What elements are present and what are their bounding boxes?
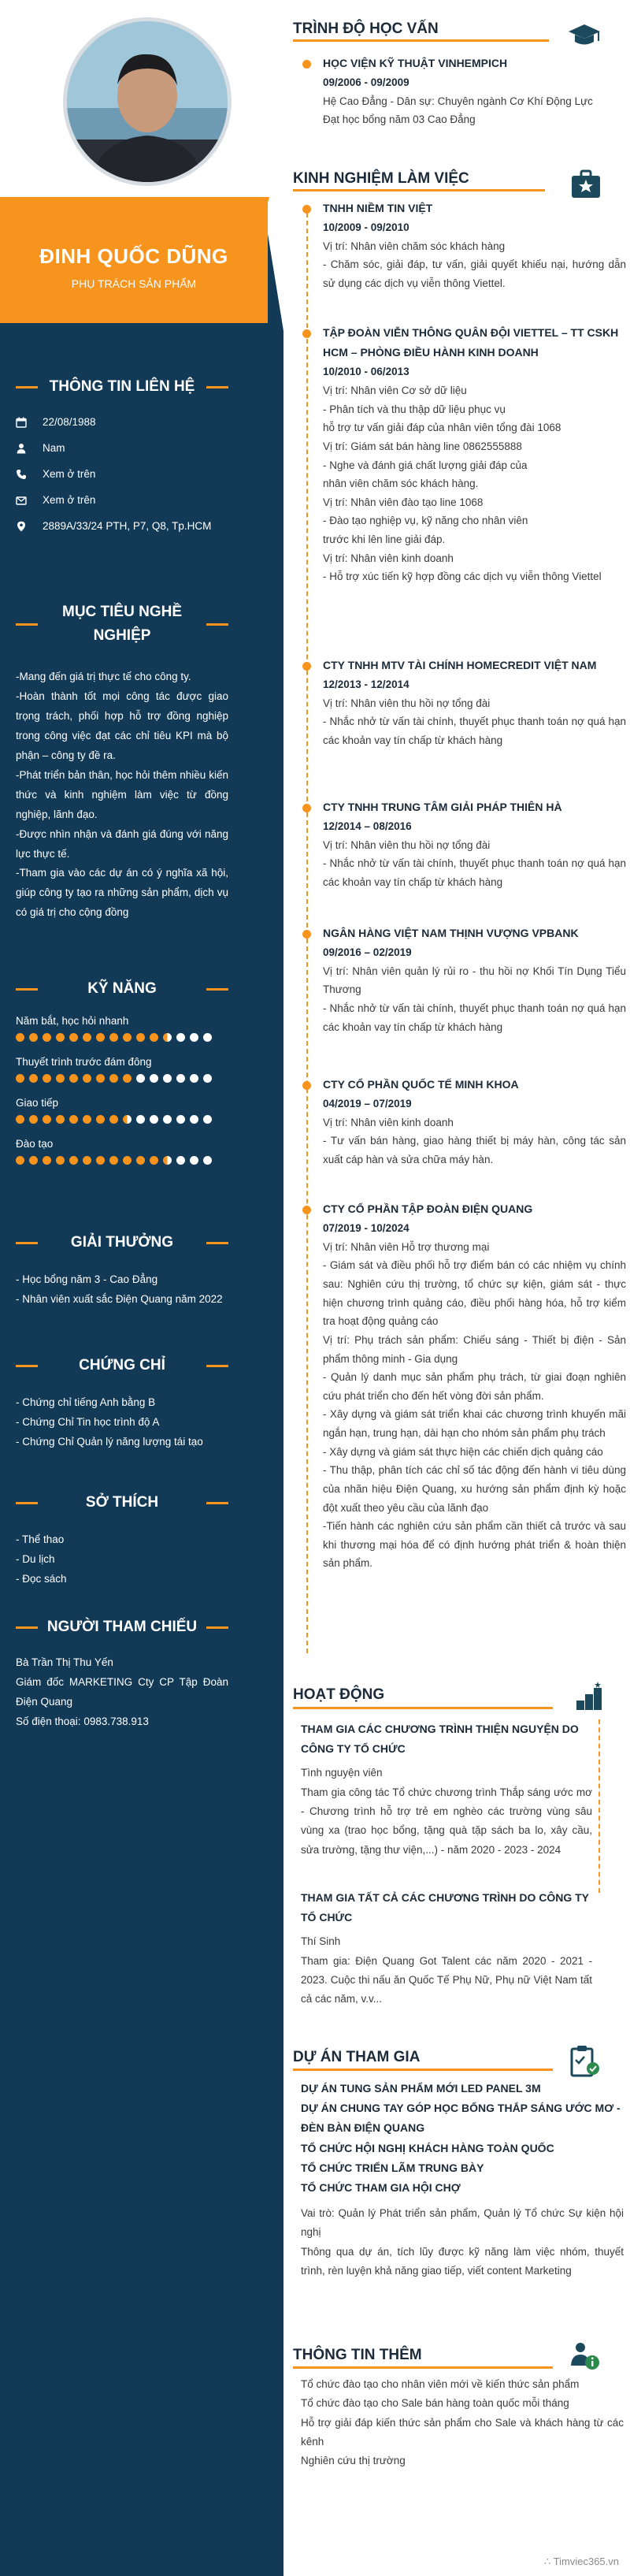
skill-dot (123, 1074, 132, 1083)
skill-dot (69, 1156, 78, 1165)
info-users-icon (569, 2340, 602, 2372)
activities-underline (293, 1707, 553, 1709)
avatar (63, 17, 232, 186)
experience-heading: KINH NGHIỆM LÀM VIỆC (293, 170, 469, 187)
job-desc: Vị trí: Nhân viên Cơ sở dữ liệu - Phân tích và thu thập dữ liệu phục vụ hỗ trợ tư vấn giải đáp của nhân viên tổng đài 1068 Vị trí: Giám sát bán hàng line 0862555888 - Nghe và đánh giá chất lượng giải đáp của nhân viên chăm sóc khách hàng. Vị trí: Nhân viên đào tạo line 1068 - Đào tạo nghiệp vụ, kỹ năng cho nhân viên trước khi lên line giải đáp. Vị trí: Nhân viên kinh doanh - Hỗ trợ xúc tiến kỹ hợp đồng các dịch vụ viễn thông Viettel (323, 385, 602, 583)
skill-dot (123, 1033, 132, 1042)
gender-row (16, 442, 228, 454)
job-company: CTY CỔ PHẦN QUỐC TẾ MINH KHOA (323, 1078, 519, 1091)
birthday-row (16, 416, 228, 428)
activity-entry (301, 1888, 592, 2009)
footer-brand[interactable]: ∴ Timviec365.vn (544, 2556, 619, 2567)
candidate-name: ĐINH QUỐC DŨNG (39, 244, 228, 268)
job-period: 10/2010 - 06/2013 (323, 366, 410, 378)
education-underline (293, 39, 549, 42)
address-value: 2889A/33/24 PTH, P7, Q8, Tp.HCM (43, 520, 212, 533)
skill-dot (16, 1156, 24, 1165)
activities-side-line (598, 1719, 600, 1893)
skill-dot (163, 1115, 172, 1124)
skill-label: Thuyết trình trước đám đông (16, 1056, 152, 1069)
job-bullet (302, 205, 311, 214)
skill-item (16, 1056, 228, 1083)
skill-dot (109, 1115, 118, 1124)
skills-list (16, 1015, 228, 1165)
email-value[interactable]: Xem ở trên (43, 494, 96, 507)
skill-dot (150, 1156, 158, 1165)
education-desc: Hệ Cao Đẳng - Dân sự: Chuyên ngành Cơ Khí Động Lực Đạt học bổng năm 03 Cao Đẳng (323, 95, 593, 126)
email-icon (16, 495, 27, 506)
job-company: TNHH NIỀM TIN VIỆT (323, 202, 433, 214)
candidate-role: PHỤ TRÁCH SẢN PHẨM (71, 277, 197, 290)
school-name: HỌC VIỆN KỸ THUẬT VINHEMPICH (323, 57, 508, 69)
skill-dot (203, 1074, 212, 1083)
reference-text: Bà Trần Thị Thu Yến Giám đốc MARKETING Cty CP Tập Đoàn Điện Quang Số điện thoại: 0983.738.913 (16, 1656, 228, 1728)
job-period: 10/2009 - 09/2010 (323, 221, 410, 234)
skill-dot (190, 1156, 198, 1165)
activity-desc: Thí Sinh Tham gia: Điện Quang Got Talent các năm 2020 - 2021 - 2023. Cuộc thi nấu ăn Quốc Tế Phụ Nữ, Phụ nữ Việt Nam tất cả các năm, v.v... (301, 1935, 592, 2005)
email-row (16, 494, 228, 506)
gender-value: Nam (43, 442, 65, 455)
extra-text: Tổ chức đào tạo cho nhân viên mới về kiến thức sản phẩm Tổ chức đào tạo cho Sale bán hàng toàn quốc mỗi tháng Hỗ trợ giải đáp kiến thức sản phẩm cho Sale và khách hàng từ các kênh Nghiên cứu thị trường (301, 2378, 624, 2467)
job-company: CTY TNHH MTV TÀI CHÍNH HOMECREDIT VIỆT NAM (323, 659, 597, 671)
skill-rating (16, 1156, 228, 1165)
skill-dot (123, 1156, 132, 1165)
job-period: 12/2013 - 12/2014 (323, 678, 410, 691)
skill-dot (150, 1074, 158, 1083)
skill-dot (16, 1115, 24, 1124)
skill-item (16, 1015, 228, 1042)
skill-dot (109, 1033, 118, 1042)
briefcase-star-icon (570, 169, 602, 200)
skill-dot (56, 1156, 65, 1165)
job-bullet (302, 804, 311, 812)
user-icon (16, 443, 27, 454)
graduation-cap-icon (567, 22, 602, 49)
skill-dot (123, 1115, 132, 1124)
certificates-text: - Chứng chỉ tiếng Anh bằng B - Chứng Chỉ Tin học trình độ A - Chứng Chỉ Quản lý năng lượng tái tạo (16, 1396, 203, 1448)
certificates-section (16, 1354, 228, 1452)
skill-dot (109, 1156, 118, 1165)
job-desc: Vị trí: Nhân viên chăm sóc khách hàng - Chăm sóc, giải đáp, tư vấn, giải quyết khiếu nại, hướng dẫn sử dụng các dịch vụ viễn thông Viettel. (323, 240, 626, 290)
objective-section (16, 600, 228, 923)
skill-dot (69, 1074, 78, 1083)
extra-heading: THÔNG TIN THÊM (293, 2347, 422, 2363)
awards-section (16, 1231, 228, 1310)
skill-dot (163, 1074, 172, 1083)
skill-dot (136, 1033, 145, 1042)
activity-entry (301, 1719, 592, 1860)
phone-icon (16, 469, 27, 480)
activities-heading: HOẠT ĐỘNG (293, 1686, 385, 1703)
job-entry (323, 924, 626, 1036)
skill-dot (83, 1115, 91, 1124)
skill-dot (136, 1074, 145, 1083)
job-entry (323, 1199, 626, 1573)
skill-dot (56, 1074, 65, 1083)
skill-dot (29, 1033, 38, 1042)
job-bullet (302, 329, 311, 338)
job-company: NGÂN HÀNG VIỆT NAM THỊNH VƯỢNG VPBANK (323, 927, 579, 939)
extra-underline (293, 2366, 553, 2369)
reference-section (16, 1615, 228, 1732)
skill-dot (83, 1074, 91, 1083)
skill-rating (16, 1074, 228, 1083)
phone-row (16, 468, 228, 480)
skill-rating (16, 1033, 228, 1042)
birthday-value: 22/08/1988 (43, 416, 96, 429)
skill-dot (69, 1115, 78, 1124)
job-entry (323, 1075, 626, 1169)
skill-dot (43, 1033, 51, 1042)
skill-dot (203, 1156, 212, 1165)
skill-rating (16, 1115, 228, 1124)
skill-dot (43, 1156, 51, 1165)
job-bullet (302, 930, 311, 939)
awards-text: - Học bổng năm 3 - Cao Đẳng - Nhân viên xuất sắc Điện Quang năm 2022 (16, 1273, 223, 1306)
projects-heading: DỰ ÁN THAM GIA (293, 2049, 421, 2065)
skill-item (16, 1138, 228, 1165)
skill-item (16, 1097, 228, 1124)
job-entry (323, 797, 626, 892)
podium-icon (575, 1680, 603, 1712)
skill-dot (136, 1156, 145, 1165)
skill-dot (16, 1074, 24, 1083)
skill-dot (176, 1115, 185, 1124)
job-company: CTY CỔ PHẦN TẬP ĐOÀN ĐIỆN QUANG (323, 1203, 533, 1215)
hobbies-text: - Thể thao - Du lịch - Đọc sách (16, 1533, 67, 1585)
contact-heading: THÔNG TIN LIÊN HỆ (16, 375, 228, 399)
hobbies-heading: SỞ THÍCH (16, 1491, 228, 1515)
skill-dot (176, 1156, 185, 1165)
job-company: TẬP ĐOÀN VIỄN THÔNG QUÂN ĐỘI VIETTEL – TT CSKH HCM – PHÒNG ĐIỀU HÀNH KINH DOANH (323, 326, 619, 359)
education-block (323, 54, 626, 129)
skill-dot (150, 1033, 158, 1042)
job-desc: Vị trí: Nhân viên thu hồi nợ tổng đài - Nhắc nhở từ vấn tài chính, thuyết phục thanh toán nợ quá hạn các khoản vay tín chấp từ khách hàng (323, 838, 626, 889)
skill-dot (136, 1115, 145, 1124)
job-entry (323, 199, 626, 293)
skill-dot (43, 1074, 51, 1083)
skill-dot (43, 1115, 51, 1124)
job-desc: Vị trí: Nhân viên thu hồi nợ tổng đài - Nhắc nhở từ vấn tài chính, thuyết phục thanh toán nợ quá hạn các khoản vay tín chấp từ khách hàng (323, 697, 626, 747)
project-desc: Vai trò: Quản lý Phát triển sản phẩm, Quản lý Tổ chức Sự kiện hội nghị Thông qua dự án, tích lũy được kỹ năng làm việc nhóm, thuyết trình, rèn luyện khả năng giao tiếp, viết content Marketing (301, 2207, 624, 2277)
address-row (16, 520, 228, 532)
skill-dot (150, 1115, 158, 1124)
activity-title: THAM GIA CÁC CHƯƠNG TRÌNH THIỆN NGUYỆN DO CÔNG TY TỔ CHỨC (301, 1723, 579, 1756)
skill-dot (190, 1033, 198, 1042)
skill-dot (83, 1033, 91, 1042)
job-period: 04/2019 – 07/2019 (323, 1098, 412, 1110)
skill-dot (163, 1156, 172, 1165)
job-bullet (302, 662, 311, 671)
objective-heading: MỤC TIÊU NGHỀ NGHIỆP (16, 600, 228, 649)
job-entry (323, 323, 626, 586)
job-bullet (302, 1081, 311, 1090)
education-bullet (302, 60, 311, 69)
skill-dot (83, 1156, 91, 1165)
skills-heading: KỸ NĂNG (16, 977, 228, 1001)
clipboard-check-icon (569, 2044, 600, 2077)
skill-dot (96, 1033, 105, 1042)
map-pin-icon (16, 521, 27, 532)
job-bullet (302, 1206, 311, 1214)
skill-dot (69, 1033, 78, 1042)
skill-dot (190, 1115, 198, 1124)
skill-label: Đào tạo (16, 1138, 54, 1150)
education-period: 09/2006 - 09/2009 (323, 76, 410, 89)
skill-dot (163, 1033, 172, 1042)
experience-underline (293, 189, 545, 191)
job-period: 12/2014 – 08/2016 (323, 820, 412, 833)
skill-dot (29, 1074, 38, 1083)
projects-underline (293, 2069, 553, 2071)
skill-dot (96, 1115, 105, 1124)
awards-heading: GIẢI THƯỞNG (16, 1231, 228, 1255)
project-titles: DỰ ÁN TUNG SẢN PHẨM MỚI LED PANEL 3M DỰ ÁN CHUNG TAY GÓP HỌC BỔNG THẮP SÁNG ƯỚC MƠ - ĐÈN BÀN ĐIỆN QUANG TỔ CHỨC HỘI NGHỊ KHÁCH HÀNG TOÀN QUỐC TỔ CHỨC TRIỂN LÃM TRUNG BÀY TỔ CHỨC THAM GIA HỘI CHỢ (301, 2082, 621, 2194)
activity-title: THAM GIA TẤT CẢ CÁC CHƯƠNG TRÌNH DO CÔNG TY TỔ CHỨC (301, 1891, 589, 1924)
job-desc: Vị trí: Nhân viên quản lý rủi ro - thu hồi nợ Khối Tín Dụng Tiểu Thương - Nhắc nhở từ vấn tài chính, thuyết phục thanh toán nợ quá hạn các khoản vay tín chấp từ khách hàng (323, 965, 626, 1033)
contact-section (16, 375, 228, 532)
skill-dot (203, 1115, 212, 1124)
skill-dot (56, 1033, 65, 1042)
job-desc: Vị trí: Nhân viên kinh doanh - Tư vấn bán hàng, giao hàng thiết bị máy hàn, công tác sản xuất cáp hàn và sửa chữa máy hàn. (323, 1116, 626, 1166)
skill-dot (109, 1074, 118, 1083)
certificates-heading: CHỨNG CHỈ (16, 1354, 228, 1377)
skill-dot (176, 1074, 185, 1083)
skill-dot (96, 1074, 105, 1083)
education-heading: TRÌNH ĐỘ HỌC VẤN (293, 20, 439, 37)
hobbies-section (16, 1491, 228, 1589)
skill-dot (29, 1156, 38, 1165)
calendar-icon (16, 417, 27, 428)
skill-dot (190, 1074, 198, 1083)
job-desc: Vị trí: Nhân viên Hỗ trợ thương mại - Giám sát và điều phối hỗ trợ điểm bán có các nhiệm vụ chính sau: Nghiên cứu thị trường, tổ chức sự kiện, giám sát - thực hiện chương trình quảng cáo, điều phối hàng hóa, hỗ trợ kiểm tra hoạt động quảng cáo Vị trí: Phụ trách sản phẩm: Chiếu sáng - Thiết bị điện - Sản phẩm thông minh - Gia dụng - Quản lý danh mục sản phẩm phụ trách, từ giai đoạn nghiên cứu phát triển cho đến hết vòng đời sản phẩm. - Xây dựng và giám sát triển khai các chương trình khuyến mãi ngắn hạn, trung hạn, dài hạn cho nhóm sản phẩm phụ trách - Xây dựng và giám sát thực hiện các chiến dịch quảng cáo - Thu thập, phân tích các chỉ số tác động đến hành vi tiêu dùng của nhãn hiệu Điện Quang, xu hướng sản phẩm định kỳ hoặc đột xuất theo yêu cầu của lãnh đạo -Tiến hành các nghiên cứu sản phẩm cần thiết cả trước và sau khi thương mại hóa để có định hướng phát triển & hoàn thiện sản phẩm. (323, 1240, 626, 1570)
job-company: CTY TNHH TRUNG TÂM GIẢI PHÁP THIÊN HÀ (323, 801, 562, 813)
skill-dot (96, 1156, 105, 1165)
skill-dot (56, 1115, 65, 1124)
skills-section (16, 977, 228, 1165)
skill-dot (203, 1033, 212, 1042)
skill-label: Giao tiếp (16, 1097, 59, 1110)
avatar-photo (67, 21, 228, 182)
skill-dot (16, 1033, 24, 1042)
job-entry (323, 656, 626, 750)
job-period: 09/2016 – 02/2019 (323, 946, 412, 959)
objective-text: -Mang đến giá trị thực tế cho công ty. -Hoàn thành tốt mọi công tác được giao trọng trách, phối hợp hỗ trợ đồng nghiệp trong công việc đạt các chỉ tiêu KPI mà bộ phận – công ty đề ra. -Phát triển bản thân, học hỏi thêm nhiều kiến thức và kinh nghiệm làm việc từ đồng nghiệp, lãnh đạo. -Được nhìn nhận và đánh giá đúng với năng lực thực tế. -Tham gia vào các dự án có ý nghĩa xã hội, giúp công ty tạo ra những sản phẩm, dịch vụ có giá trị cho cộng đồng (16, 670, 228, 919)
projects-block (301, 2079, 624, 2280)
reference-heading: NGƯỜI THAM CHIẾU (16, 1615, 228, 1639)
skill-label: Năm bắt, học hỏi nhanh (16, 1015, 129, 1028)
phone-value[interactable]: Xem ở trên (43, 468, 96, 481)
extra-block (301, 2375, 624, 2470)
skill-dot (29, 1115, 38, 1124)
job-period: 07/2019 - 10/2024 (323, 1222, 410, 1235)
activity-desc: Tình nguyện viên Tham gia công tác Tổ chức chương trình Thắp sáng ước mơ - Chương trình hỗ trợ trẻ em nghèo các trường vùng sâu vùng xa (trao học bổng, tặng quà tặp sách ba lo, xây cầu, sửa trường, tặng thư viện,...) - năm 2020 - 2023 - 2024 (301, 1767, 592, 1856)
skill-dot (176, 1033, 185, 1042)
sidebar (0, 0, 284, 2576)
